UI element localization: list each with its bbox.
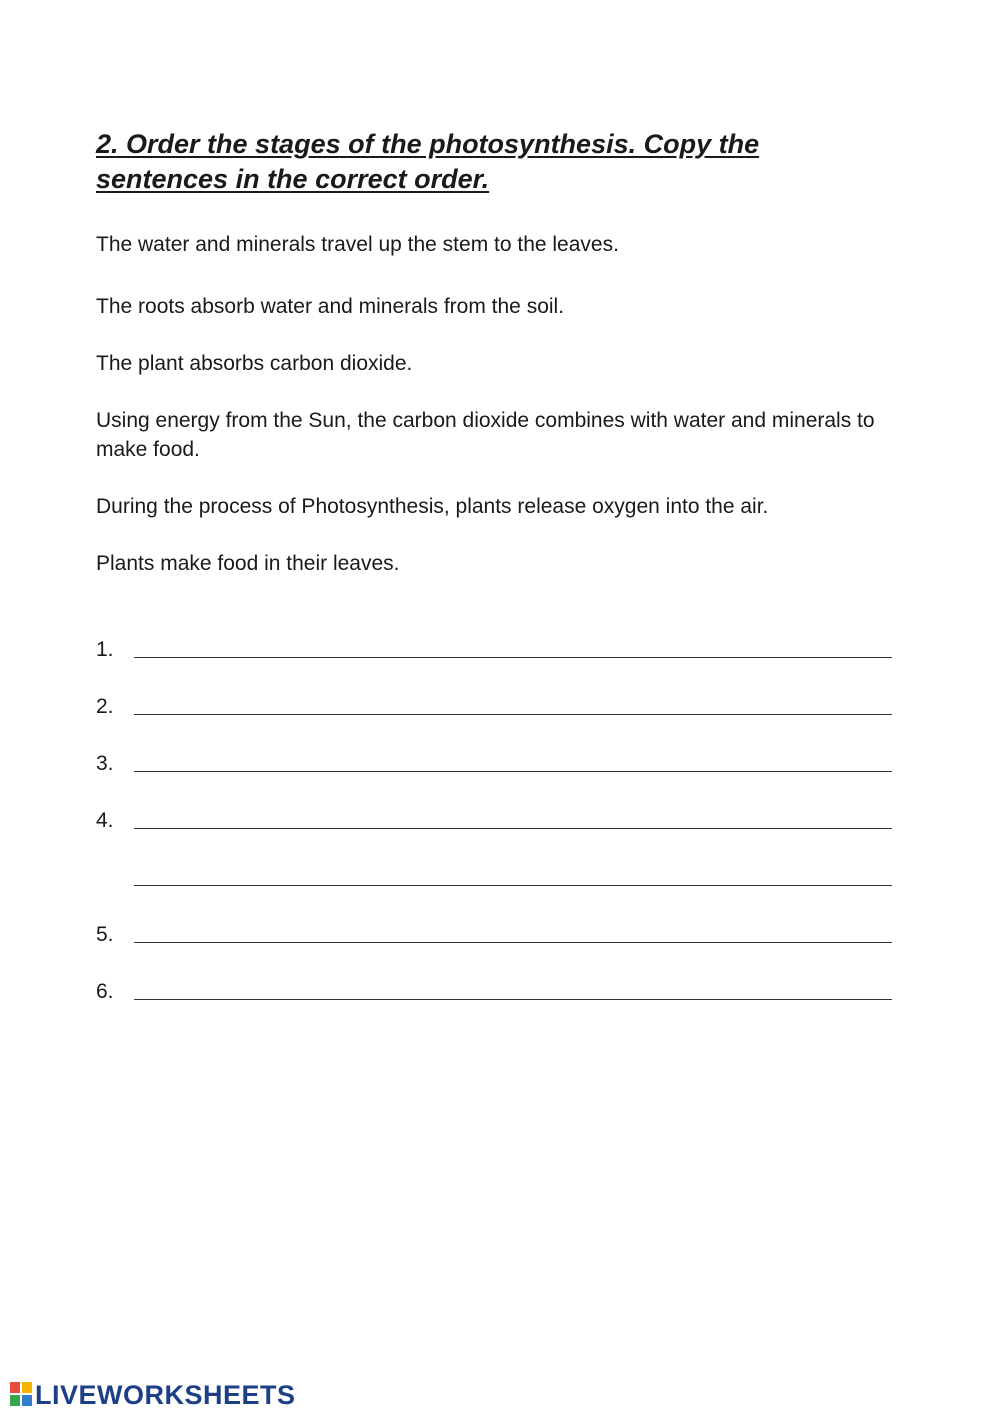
answer-row-2: [96, 692, 896, 722]
sentence-2: The roots absorb water and minerals from the soil.: [96, 295, 565, 318]
answer-line-3[interactable]: [134, 771, 892, 772]
sentence-5: During the process of Photosynthesis, plants release oxygen into the air.: [96, 495, 769, 518]
answer-row-4-continued: [96, 863, 896, 893]
answer-row-3: [96, 749, 896, 779]
answer-row-6: [96, 977, 896, 1007]
answer-row-4: [96, 806, 896, 836]
answer-row-5: [96, 920, 896, 950]
answer-line-6[interactable]: [134, 999, 892, 1000]
sentence-3: The plant absorbs carbon dioxide.: [96, 352, 413, 375]
answer-line-4[interactable]: [134, 828, 892, 829]
logo-square-blue: [22, 1395, 32, 1406]
answer-line-4b[interactable]: [134, 885, 892, 886]
brand-name: LIVEWORKSHEETS: [35, 1380, 296, 1410]
worksheet-title: 2. Order the stages of the photosynthesis. Copy the sentences in the correct order.: [96, 129, 760, 194]
answer-line-2[interactable]: [134, 714, 892, 715]
logo-icon: [10, 1382, 32, 1406]
logo-square-green: [10, 1395, 20, 1406]
answer-number: 2.: [96, 695, 114, 718]
answer-number: 5.: [96, 923, 114, 946]
answer-number: 4.: [96, 809, 114, 832]
answer-number: 3.: [96, 752, 114, 775]
logo-square-yellow: [22, 1382, 32, 1393]
answer-number: 6.: [96, 980, 114, 1003]
answer-number: 1.: [96, 638, 114, 661]
sentence-6: Plants make food in their leaves.: [96, 552, 400, 575]
answer-row-1: [96, 635, 896, 665]
sentence-1: The water and minerals travel up the stem to the leaves.: [96, 233, 619, 256]
sentence-4: Using energy from the Sun, the carbon dioxide combines with water and minerals to make food.: [96, 409, 875, 461]
answer-line-5[interactable]: [134, 942, 892, 943]
answer-line-1[interactable]: [134, 657, 892, 658]
logo-square-red: [10, 1382, 20, 1393]
